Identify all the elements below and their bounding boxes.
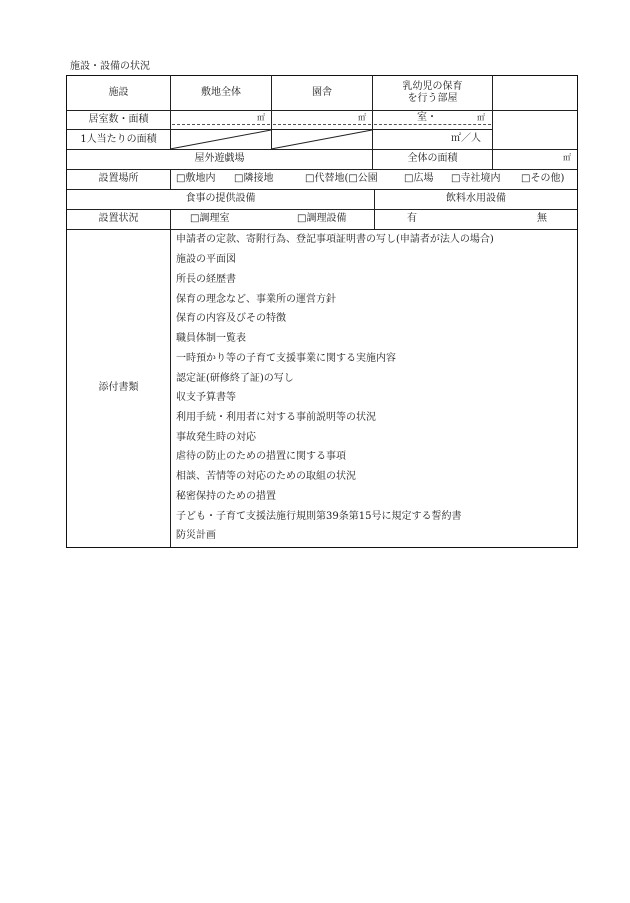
room-count-unit: 室・	[417, 112, 437, 123]
option-plaza[interactable]: □広場	[404, 173, 434, 184]
option-on-site[interactable]: □敷地内	[176, 173, 216, 184]
header-building: 園舎	[312, 87, 332, 98]
rooms-area-label: 居室数・面積	[88, 113, 149, 125]
attachment-item: 所長の経歴書	[176, 274, 236, 285]
header-infant-room: 乳幼児の保育 を行う部屋	[402, 81, 463, 104]
page-title: 施設・設備の状況	[70, 61, 150, 72]
option-substitute-park[interactable]: □代替地(□公園	[305, 173, 378, 184]
attachment-item: 相談、苦情等の対応のための取組の状況	[176, 471, 356, 482]
location-label: 設置場所	[98, 173, 139, 184]
attachment-item: 事故発生時の対応	[176, 432, 256, 443]
option-adjacent[interactable]: □隣接地	[234, 173, 274, 184]
attachment-item: 職員体制一覧表	[176, 333, 246, 344]
attachment-item: 虐待の防止のための措置に関する事項	[176, 451, 346, 462]
site-area-unit: ㎡	[257, 113, 265, 122]
outdoor-playground-label: 屋外遊戯場	[194, 153, 245, 164]
attachment-item: 申請者の定款、寄附行為、登記事項証明書の写し(申請者が法人の場合)	[176, 234, 494, 245]
attachment-item: 防災計画	[176, 530, 216, 541]
room-area-unit: ㎡	[477, 113, 485, 122]
meal-facility-label: 食事の提供設備	[185, 193, 256, 204]
total-area-label: 全体の面積	[407, 153, 458, 164]
total-area-unit: ㎡	[563, 153, 571, 162]
header-site-total: 敷地全体	[201, 87, 241, 98]
attachment-item: 保育の理念など、事業所の運営方針	[176, 294, 336, 305]
per-person-label: 1人当たりの面積	[80, 133, 157, 145]
attachment-item: 秘密保持のための措置	[176, 491, 276, 502]
attachments-label: 添付書類	[98, 382, 139, 393]
attachment-item: 保育の内容及びその特徴	[176, 313, 286, 324]
water-no: 無	[537, 213, 547, 224]
header-facility: 施設	[108, 87, 129, 98]
attachment-item: 収支予算書等	[176, 392, 236, 403]
option-shrine-temple[interactable]: □寺社境内	[451, 173, 501, 184]
status-label: 設置状況	[98, 213, 139, 224]
per-person-unit: ㎡／人	[451, 133, 481, 144]
attachment-item: 子ども・子育て支援法施行規則第39条第15号に規定する誓約書	[176, 511, 462, 522]
attachment-item: 施設の平面図	[176, 254, 236, 265]
building-area-unit: ㎡	[358, 113, 366, 122]
option-kitchen[interactable]: □調理室	[190, 213, 230, 224]
attachment-item: 利用手続・利用者に対する事前説明等の状況	[176, 412, 376, 423]
option-cooking-equipment[interactable]: □調理設備	[297, 213, 347, 224]
attachment-item: 認定証(研修終了証)の写し	[176, 373, 294, 384]
water-facility-label: 飲料水用設備	[446, 193, 506, 204]
water-yes: 有	[407, 213, 417, 224]
attachment-item: 一時預かり等の子育て支援事業に関する実施内容	[176, 353, 396, 364]
option-other[interactable]: □その他)	[521, 173, 565, 184]
